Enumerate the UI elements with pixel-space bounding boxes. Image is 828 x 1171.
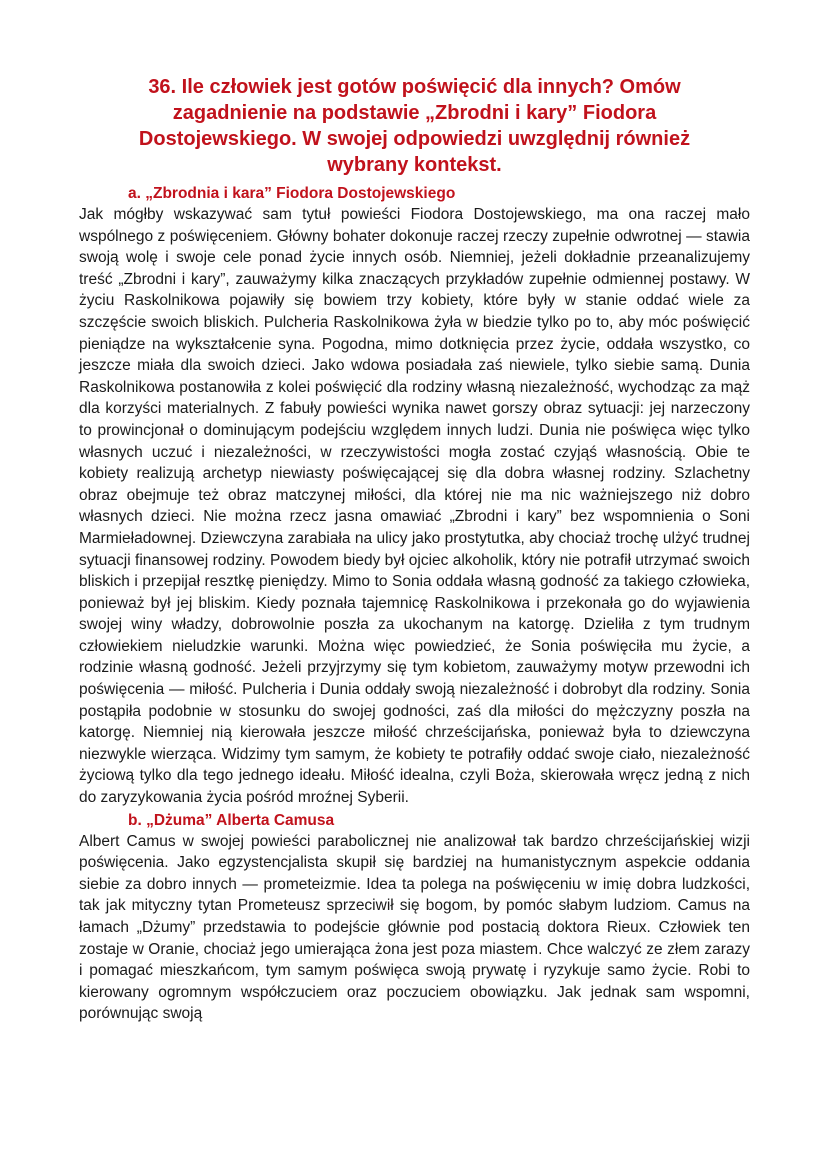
section-a-heading: a. „Zbrodnia i kara” Fiodora Dostojewskiego [128,185,456,202]
section-b-text: Albert Camus w swojej powieści parabolicznej nie analizował tak bardzo chrześcijańskiej wizji poświęcenia. Jako egzystencjalista skupił się bardziej na humanistycznym aspekcie oddania siebie za dobro innych — prometeizmie. Idea ta polega na poświęceniu w imię dobra ludzkości, tak jak mityczny tytan Prometeusz sprzeciwił się bogom, by pomóc słabym ludziom. Camus na łamach „Dżumy” przedstawia to podejście głównie pod postacią doktora Rieux. Człowiek ten zostaje w Oranie, chociaż jego umierająca żona jest poza miastem. Chce walczyć ze złem zarazy i pomagać mieszkańcom, tym samym poświęca swoją prywatę i ryzykuje samo życie. Robi to kierowany ogromnym współczuciem oraz poczuciem obowiązku. Jak jednak sam wspomni, porównując swoją [79,832,750,1023]
section-b [79,810,750,1025]
section-a-text: Jak mógłby wskazywać sam tytuł powieści Fiodora Dostojewskiego, ma ona raczej mało wspólnego z poświęceniem. Główny bohater dokonuje raczej rzeczy zupełnie odwrotnej — stawia swoją wolę i swoje cele ponad życie innych osób. Niemniej, jeżeli dokładnie przeanalizujemy treść „Zbrodni i kary”, zauważymy kilka znaczących przykładów zupełnie odmiennej postawy. W życiu Raskolnikowa pojawiły się bowiem trzy kobiety, które były w stanie oddać wiele za szczęście swoich bliskich. Pulcheria Raskolnikowa żyła w biedzie tylko po to, aby móc poświęcić pieniądze na wykształcenie syna. Pogodna, mimo dotknięcia przez życie, oddała wszystko, co jeszcze miała dla swoich dzieci. Jako wdowa posiadała zaś niewiele, tylko siebie samą. Dunia Raskolnikowa postanowiła z kolei poświęcić dla rodziny własną niezależność, wychodząc za mąż dla korzyści materialnych. Z fabuły powieści wynika nawet gorszy obraz sytuacji: jej narzeczony to prowincjonał o dominującym podejściu względem innych ludzi. Dunia nie poświęca więc tylko własnych uczuć i niezależności, w rzeczywistości mogła zostać czyjąś własnością. Obie te kobiety realizują archetyp niewiasty poświęcającej się dla dobra własnej rodziny. Szlachetny obraz obejmuje też obraz matczynej miłości, dla której nie ma nic ważniejszego niż dobro własnych dzieci. Nie można rzecz jasna omawiać „Zbrodni i kary” bez wspomnienia o Soni Marmiеładownej. Dziewczyna zarabiała na ulicy jako prostytutka, aby chociaż trochę ulżyć trudnej sytuacji finansowej rodziny. Powodem biedy był ojciec alkoholik, który nie potrafił utrzymać swoich bliskich i przepijał resztkę pieniędzy. Mimo to Sonia oddała własną godność za takiego człowieka, ponieważ był jej bliskim. Kiedy poznała tajemnicę Raskolnikowa i przekonała go do wyjawienia swojej winy władzy, dobrowolnie poszła za ukochanym na katorgę. Dzieliła z tym trudnym człowiekiem nieludzkie warunki. Można więc powiedzieć, że Sonia poświęciła mu życie, a rodzinie własną godność. Jeżeli przyjrzymy się tym kobietom, zauważymy motyw przewodni ich poświęcenia — miłość. Pulcheria i Dunia oddały swoją niezależność i dobrobyt dla rodziny. Sonia postąpiła podobnie w stosunku do swojej godności, zaś dla miłości do mężczyzny poszła na katorgę. Niemniej nią kierowała jeszcze miłość chrześcijańska, ponieważ była to dziewczyna niezwykle wierząca. Widzimy tym samym, że kobiety te potrafiły oddać swoje ciało, niezależność życiową tylko dla tego jednego ideału. Miłość idealna, czyli Boża, skierowała wręcz jedną z nich do zaryzykowania życia pośród mroźnej Syberii. [79,206,750,807]
section-a [79,183,750,809]
question-title: 36. Ile człowiek jest gotów poświęcić dla innych? Omów zagadnienie na podstawie „Zbrodni i kary” Fiodora Dostojewskiego. W swojej odpowiedzi uwzględnij również wybrany kontekst. [138,76,691,176]
section-b-heading: b. „Dżuma” Alberta Camusa [128,811,335,829]
